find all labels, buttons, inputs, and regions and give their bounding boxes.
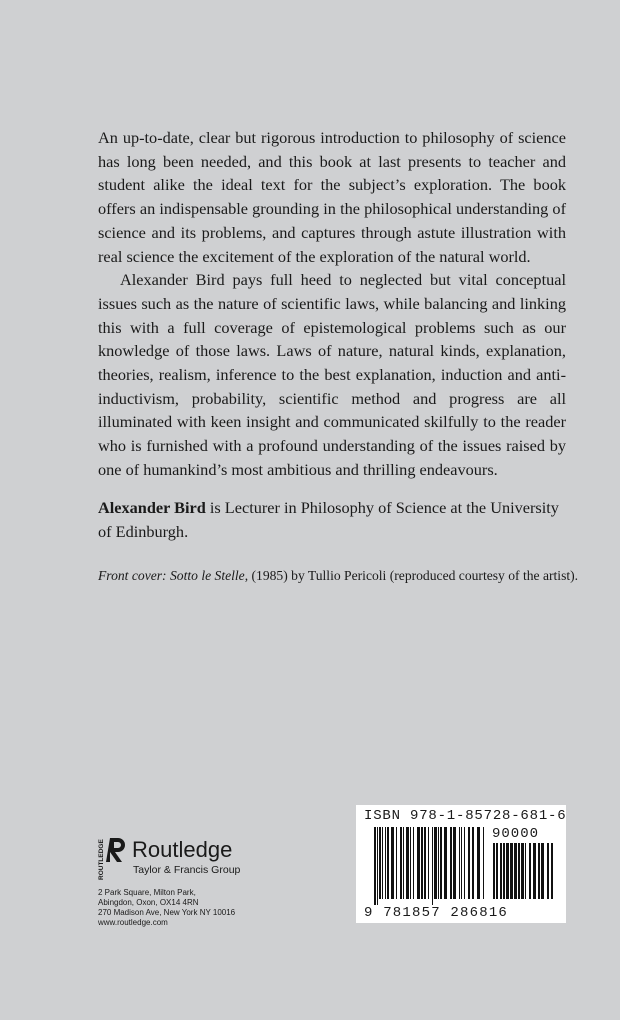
barcode-bar: [417, 827, 420, 899]
barcode-bar: [547, 843, 549, 899]
barcode-bar: [382, 827, 383, 899]
barcode-bar: [518, 843, 520, 899]
publisher-vertical-mark: ROUTLEDGE: [98, 839, 105, 880]
address-line: Abingdon, Oxon, OX14 4RN: [98, 898, 199, 907]
barcode-bar: [406, 827, 409, 899]
barcode-bar: [525, 843, 526, 899]
barcode-bar: [529, 843, 531, 899]
barcode-bar: [493, 843, 495, 899]
cover-credit-details: , (1985) by Tullio Pericoli (reproduced courtesy of the artist).: [244, 568, 579, 583]
barcode-addon-bars: [493, 843, 557, 905]
barcode-bar: [506, 843, 509, 899]
barcode-bar: [483, 827, 484, 899]
barcode-bar: [403, 827, 404, 899]
barcode-bar: [510, 843, 513, 899]
address-line: 2 Park Square, Milton Park,: [98, 888, 196, 897]
barcode-bars: [374, 827, 488, 905]
barcode-bar: [421, 827, 423, 899]
publisher-address: [98, 888, 235, 928]
barcode-bar: [428, 827, 429, 899]
barcode-bar: [385, 827, 386, 899]
barcode-bar: [503, 843, 505, 899]
barcode-bar: [438, 827, 439, 899]
blurb-paragraph-1: An up-to-date, clear but rigorous introduction to philosophy of science has long been needed, and this book at last presents to teacher and student alike the ideal text for the subject’s exploration. The book offers an indispensable grounding in the philosophical understanding of science and its problems, and captures through astute illustration with real science the excitement of the exploration of the natural world.: [98, 128, 566, 266]
blurb: [98, 126, 566, 482]
barcode-bar: [459, 827, 460, 899]
barcode-bar: [538, 843, 540, 899]
barcode-bar: [396, 827, 397, 899]
barcode-bar: [379, 827, 381, 899]
isbn-label: ISBN 978-1-85728-681-6: [364, 808, 567, 824]
price-code: 90000: [492, 826, 540, 842]
barcode-bar: [521, 843, 524, 899]
barcode-bar: [468, 827, 470, 899]
barcode-bar: [500, 843, 502, 899]
barcode-bar: [424, 827, 426, 899]
routledge-logo-icon: [96, 836, 126, 882]
barcode-bar: [377, 827, 378, 905]
barcode-bar: [533, 843, 536, 899]
barcode-bar: [541, 843, 544, 899]
barcode-bar: [453, 827, 456, 899]
barcode-bar: [413, 827, 414, 899]
blurb-paragraph-2: Alexander Bird pays full heed to neglected but vital conceptual issues such as the nature of scientific laws, while balancing and linking this with a full coverage of epistemological problems such as our knowledge of those laws. Laws of nature, natural kinds, explanation, theories, realism, inference to the best explanation, induction and anti-inductivism, probability, scientific method and progress are all illuminated with keen insight and communicated skilfully to the reader who is furnished with a profound understanding of the issues raised by one of humankind’s most ambitious and thrilling endeavours.: [98, 270, 566, 479]
address-line: 270 Madison Ave, New York NY 10016: [98, 908, 236, 917]
publisher-website: www.routledge.com: [98, 918, 168, 927]
cover-credit: [98, 567, 578, 585]
barcode-bar: [400, 827, 402, 899]
barcode-bar: [374, 827, 376, 905]
barcode-bar: [496, 843, 498, 899]
barcode-bar: [477, 827, 480, 899]
barcode-bar: [440, 827, 442, 899]
ean-digits: 9 781857 286816: [364, 905, 509, 921]
publisher-brand: Routledge: [132, 837, 233, 862]
author-name: Alexander Bird: [98, 498, 206, 517]
barcode-bar: [514, 843, 517, 899]
barcode-bar: [391, 827, 394, 899]
barcode-bar: [434, 827, 437, 899]
cover-credit-label: Front cover: Sotto le Stelle: [98, 568, 245, 583]
author-bio-text: is Lecturer in Philosophy of Science at the University of Edinburgh.: [98, 498, 559, 541]
barcode-bar: [461, 827, 462, 899]
barcode-bar: [387, 827, 389, 899]
barcode-bar: [432, 827, 433, 905]
barcode-bar: [472, 827, 474, 899]
barcode: [356, 805, 566, 923]
barcode-bar: [450, 827, 452, 899]
author-bio: [98, 496, 566, 543]
publisher-subtitle: Taylor & Francis Group: [133, 864, 241, 876]
barcode-bar: [551, 843, 553, 899]
barcode-bar: [464, 827, 465, 899]
barcode-bar: [444, 827, 447, 899]
barcode-bar: [410, 827, 411, 899]
